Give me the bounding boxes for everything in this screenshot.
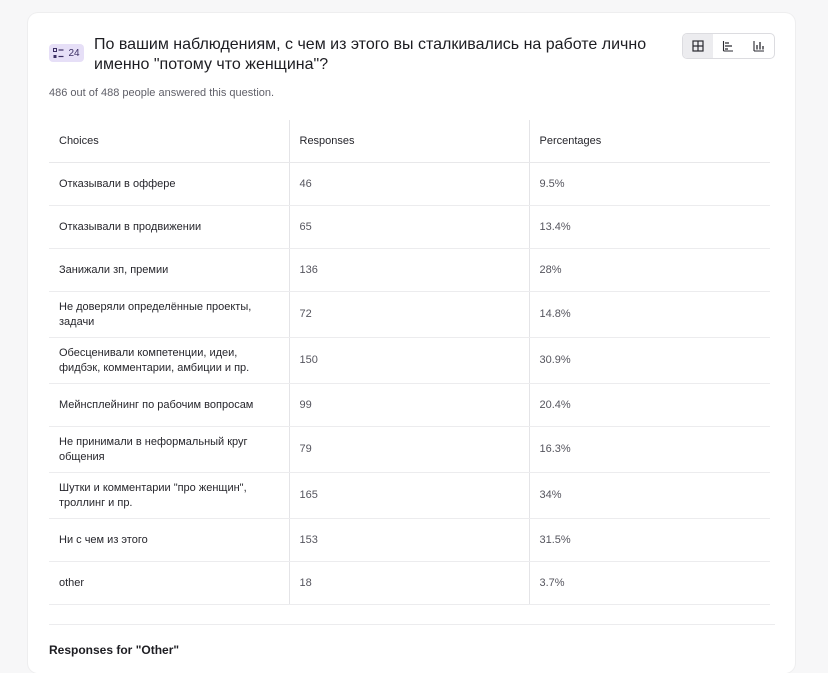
table-row [49,163,770,206]
percentage-cell: 9.5% [529,163,770,206]
percentage-cell: 14.8% [529,292,770,338]
header-choices: Choices [49,120,289,163]
responses-cell: 165 [289,473,529,519]
responses-cell: 65 [289,206,529,249]
multiple-choice-icon [53,48,64,59]
question-number-badge [49,44,84,62]
other-responses-heading: Responses for "Other" [49,643,180,657]
percentage-cell: 34% [529,473,770,519]
choice-cell: Ни с чем из этого [49,519,289,562]
horizontal-bar-view-button[interactable] [713,34,743,58]
question-number: 24 [68,47,80,59]
header-percentages: Percentages [529,120,770,163]
table-row [49,206,770,249]
percentage-cell: 30.9% [529,338,770,384]
choice-cell: Мейнсплейнинг по рабочим вопросам [49,384,289,427]
table-row [49,338,770,384]
table-view-button[interactable] [683,34,713,58]
choice-cell: Отказывали в оффере [49,163,289,206]
percentage-cell: 31.5% [529,519,770,562]
question-card [28,13,795,673]
table-row [49,562,770,605]
horizontal-bar-chart-icon [722,40,734,52]
vertical-bar-view-button[interactable] [744,34,774,58]
responses-cell: 153 [289,519,529,562]
answered-count: 486 out of 488 people answered this question. [49,87,275,99]
table-row [49,519,770,562]
percentage-cell: 28% [529,249,770,292]
section-divider [49,624,775,625]
header-responses: Responses [289,120,529,163]
table-row [49,292,770,338]
results-table [49,120,770,605]
choice-cell: Шутки и комментарии "про женщин", троллинг и пр. [49,473,289,519]
responses-cell: 72 [289,292,529,338]
responses-cell: 136 [289,249,529,292]
table-header-row [49,120,770,163]
percentage-cell: 16.3% [529,427,770,473]
responses-cell: 99 [289,384,529,427]
choice-cell: other [49,562,289,605]
choice-cell: Обесценивали компетенции, идеи, фидбэк, комментарии, амбиции и пр. [49,338,289,384]
percentage-cell: 3.7% [529,562,770,605]
table-row [49,427,770,473]
choice-cell: Занижали зп, премии [49,249,289,292]
responses-cell: 18 [289,562,529,605]
responses-cell: 46 [289,163,529,206]
table-row [49,473,770,519]
choice-cell: Отказывали в продвижении [49,206,289,249]
table-row [49,384,770,427]
responses-cell: 79 [289,427,529,473]
choice-cell: Не доверяли определённые проекты, задачи [49,292,289,338]
choice-cell: Не принимали в неформальный круг общения [49,427,289,473]
percentage-cell: 13.4% [529,206,770,249]
table-row [49,249,770,292]
vertical-bar-chart-icon [753,40,765,52]
percentage-cell: 20.4% [529,384,770,427]
table-icon [692,40,704,52]
question-title: По вашим наблюдениям, с чем из этого вы сталкивались на работе лично именно "потому что женщина"? [94,36,647,73]
responses-cell: 150 [289,338,529,384]
view-toggle [682,33,775,59]
